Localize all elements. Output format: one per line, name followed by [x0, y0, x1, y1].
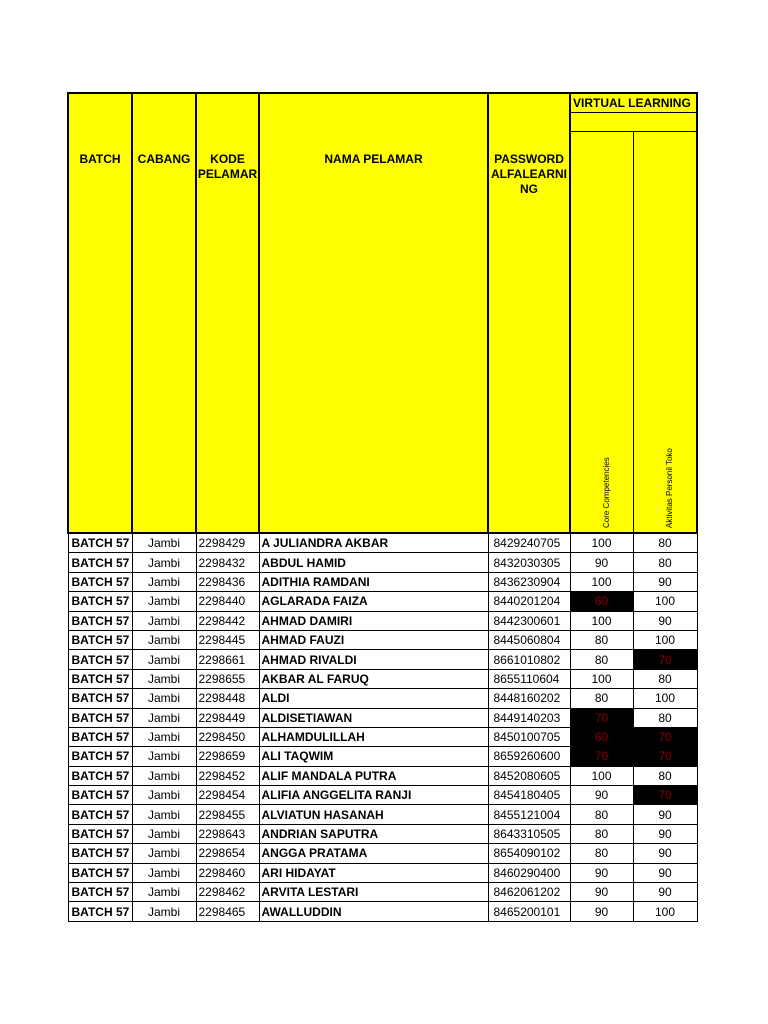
nama-pelamar-cell[interactable]: ANGGA PRATAMA [259, 844, 488, 863]
batch-cell[interactable]: BATCH 57 [68, 883, 132, 902]
header-batch-label: BATCH [79, 152, 121, 166]
aktivitas-cell[interactable]: 80 [633, 553, 697, 572]
password-cell[interactable]: 8440201204 [488, 592, 570, 611]
core-competencies-cell[interactable]: 80 [570, 650, 633, 669]
cabang-cell[interactable]: Jambi [132, 786, 196, 805]
kode-pelamar-cell[interactable]: 2298454 [196, 786, 259, 805]
table-row [68, 766, 697, 785]
cabang-cell[interactable]: Jambi [132, 902, 196, 921]
header-virtual-learning-spacer[interactable] [570, 113, 697, 132]
password-cell[interactable]: 8432030305 [488, 553, 570, 572]
cabang-cell[interactable]: Jambi [132, 592, 196, 611]
core-competencies-cell[interactable]: 100 [570, 669, 633, 688]
core-competencies-cell[interactable]: 90 [570, 883, 633, 902]
cabang-cell[interactable]: Jambi [132, 553, 196, 572]
core-competencies-cell[interactable]: 80 [570, 805, 633, 824]
kode-pelamar-cell[interactable]: 2298661 [196, 650, 259, 669]
kode-pelamar-cell[interactable]: 2298452 [196, 766, 259, 785]
password-cell[interactable]: 8436230904 [488, 572, 570, 591]
table-row [68, 592, 697, 611]
nama-pelamar-cell[interactable]: ALDISETIAWAN [259, 708, 488, 727]
batch-cell[interactable]: BATCH 57 [68, 630, 132, 649]
header-password-label: PASSWORD ALFALEARNI NG [491, 152, 567, 196]
password-cell[interactable]: 8429240705 [488, 533, 570, 553]
aktivitas-cell[interactable]: 90 [633, 863, 697, 882]
kode-pelamar-cell[interactable]: 2298655 [196, 669, 259, 688]
nama-pelamar-cell[interactable]: ARVITA LESTARI [259, 883, 488, 902]
aktivitas-cell[interactable]: 90 [633, 572, 697, 591]
nama-pelamar-cell[interactable]: AKBAR AL FARUQ [259, 669, 488, 688]
nama-pelamar-cell[interactable]: ALIF MANDALA PUTRA [259, 766, 488, 785]
kode-pelamar-cell[interactable]: 2298455 [196, 805, 259, 824]
password-cell[interactable]: 8454180405 [488, 786, 570, 805]
core-competencies-cell[interactable]: 100 [570, 766, 633, 785]
password-cell[interactable]: 8465200101 [488, 902, 570, 921]
password-cell[interactable]: 8450100705 [488, 727, 570, 746]
core-competencies-cell[interactable]: 80 [570, 844, 633, 863]
aktivitas-cell[interactable]: 70 [633, 727, 697, 746]
password-cell[interactable]: 8449140203 [488, 708, 570, 727]
kode-pelamar-cell[interactable]: 2298462 [196, 883, 259, 902]
table-row [68, 747, 697, 766]
cabang-cell[interactable]: Jambi [132, 650, 196, 669]
password-cell[interactable]: 8654090102 [488, 844, 570, 863]
batch-cell[interactable]: BATCH 57 [68, 786, 132, 805]
cabang-cell[interactable]: Jambi [132, 883, 196, 902]
header-aktivitas-personil-toko[interactable] [633, 132, 697, 534]
kode-pelamar-cell[interactable]: 2298429 [196, 533, 259, 553]
nama-pelamar-cell[interactable]: AWALLUDDIN [259, 902, 488, 921]
aktivitas-cell[interactable]: 100 [633, 689, 697, 708]
header-virtual-learning-label: VIRTUAL LEARNING [573, 96, 691, 110]
password-cell[interactable]: 8460290400 [488, 863, 570, 882]
aktivitas-cell[interactable]: 90 [633, 883, 697, 902]
aktivitas-cell[interactable]: 90 [633, 844, 697, 863]
cabang-cell[interactable]: Jambi [132, 727, 196, 746]
header-kode-pelamar[interactable] [196, 93, 259, 533]
header-virtual-learning[interactable] [570, 93, 697, 113]
batch-cell[interactable]: BATCH 57 [68, 572, 132, 591]
cabang-cell[interactable]: Jambi [132, 824, 196, 843]
password-cell[interactable]: 8445060804 [488, 630, 570, 649]
nama-pelamar-cell[interactable]: ARI HIDAYAT [259, 863, 488, 882]
kode-pelamar-cell[interactable]: 2298432 [196, 553, 259, 572]
kode-pelamar-cell[interactable]: 2298448 [196, 689, 259, 708]
password-cell[interactable]: 8655110604 [488, 669, 570, 688]
nama-pelamar-cell[interactable]: AHMAD DAMIRI [259, 611, 488, 630]
batch-cell[interactable]: BATCH 57 [68, 592, 132, 611]
batch-cell[interactable]: BATCH 57 [68, 766, 132, 785]
table-row [68, 669, 697, 688]
cabang-cell[interactable]: Jambi [132, 863, 196, 882]
core-competencies-cell[interactable]: 100 [570, 611, 633, 630]
batch-cell[interactable]: BATCH 57 [68, 689, 132, 708]
nama-pelamar-cell[interactable]: ALVIATUN HASANAH [259, 805, 488, 824]
batch-cell[interactable]: BATCH 57 [68, 553, 132, 572]
table-row [68, 708, 697, 727]
cabang-cell[interactable]: Jambi [132, 572, 196, 591]
header-batch[interactable] [68, 93, 132, 533]
header-cabang[interactable] [132, 93, 196, 533]
table-row [68, 553, 697, 572]
header-password[interactable] [488, 93, 570, 533]
table-row [68, 863, 697, 882]
cabang-cell[interactable]: Jambi [132, 805, 196, 824]
nama-pelamar-cell[interactable]: ALDI [259, 689, 488, 708]
table-row [68, 572, 697, 591]
data-rows [68, 533, 697, 921]
core-competencies-cell[interactable]: 60 [570, 727, 633, 746]
password-cell[interactable]: 8462061202 [488, 883, 570, 902]
aktivitas-cell[interactable]: 80 [633, 533, 697, 553]
table-row [68, 805, 697, 824]
kode-pelamar-cell[interactable]: 2298445 [196, 630, 259, 649]
cabang-cell[interactable]: Jambi [132, 669, 196, 688]
table-row [68, 611, 697, 630]
table-row [68, 824, 697, 843]
kode-pelamar-cell[interactable]: 2298460 [196, 863, 259, 882]
header-nama-pelamar[interactable] [259, 93, 488, 533]
table-row [68, 786, 697, 805]
nama-pelamar-cell[interactable]: ALI TAQWIM [259, 747, 488, 766]
nama-pelamar-cell[interactable]: ALIFIA ANGGELITA RANJI [259, 786, 488, 805]
batch-cell[interactable]: BATCH 57 [68, 902, 132, 921]
table-row [68, 533, 697, 553]
core-competencies-cell[interactable]: 90 [570, 786, 633, 805]
aktivitas-cell[interactable]: 80 [633, 766, 697, 785]
cabang-cell[interactable]: Jambi [132, 747, 196, 766]
password-cell[interactable]: 8442300601 [488, 611, 570, 630]
batch-cell[interactable]: BATCH 57 [68, 669, 132, 688]
cabang-cell[interactable]: Jambi [132, 766, 196, 785]
aktivitas-cell[interactable]: 70 [633, 747, 697, 766]
core-competencies-cell[interactable]: 60 [570, 592, 633, 611]
nama-pelamar-cell[interactable]: ABDUL HAMID [259, 553, 488, 572]
kode-pelamar-cell[interactable]: 2298436 [196, 572, 259, 591]
kode-pelamar-cell[interactable]: 2298442 [196, 611, 259, 630]
cabang-cell[interactable]: Jambi [132, 844, 196, 863]
aktivitas-cell[interactable]: 100 [633, 630, 697, 649]
batch-cell[interactable]: BATCH 57 [68, 533, 132, 553]
core-competencies-cell[interactable]: 80 [570, 630, 633, 649]
batch-cell[interactable]: BATCH 57 [68, 727, 132, 746]
password-cell[interactable]: 8659260600 [488, 747, 570, 766]
aktivitas-cell[interactable]: 80 [633, 708, 697, 727]
table-row [68, 883, 697, 902]
header-nama-label: NAMA PELAMAR [324, 152, 423, 166]
password-cell[interactable]: 8661010802 [488, 650, 570, 669]
nama-pelamar-cell[interactable]: ANDRIAN SAPUTRA [259, 824, 488, 843]
nama-pelamar-cell[interactable]: A JULIANDRA AKBAR [259, 533, 488, 553]
table-row [68, 630, 697, 649]
aktivitas-cell[interactable]: 80 [633, 669, 697, 688]
core-competencies-cell[interactable]: 70 [570, 708, 633, 727]
header-core-competencies-label: Core Competencies [601, 457, 611, 528]
header-core-competencies[interactable] [570, 132, 633, 534]
core-competencies-cell[interactable]: 80 [570, 689, 633, 708]
kode-pelamar-cell[interactable]: 2298440 [196, 592, 259, 611]
aktivitas-cell[interactable]: 90 [633, 824, 697, 843]
core-competencies-cell[interactable]: 80 [570, 824, 633, 843]
kode-pelamar-cell[interactable]: 2298654 [196, 844, 259, 863]
cabang-cell[interactable]: Jambi [132, 708, 196, 727]
kode-pelamar-cell[interactable]: 2298465 [196, 902, 259, 921]
header-kode-label: KODE PELAMAR [197, 152, 258, 181]
batch-cell[interactable]: BATCH 57 [68, 747, 132, 766]
password-cell[interactable]: 8448160202 [488, 689, 570, 708]
batch-cell[interactable]: BATCH 57 [68, 824, 132, 843]
batch-cell[interactable]: BATCH 57 [68, 863, 132, 882]
applicant-table [67, 92, 698, 922]
nama-pelamar-cell[interactable]: AGLARADA FAIZA [259, 592, 488, 611]
core-competencies-cell[interactable]: 100 [570, 572, 633, 591]
kode-pelamar-cell[interactable]: 2298659 [196, 747, 259, 766]
cabang-cell[interactable]: Jambi [132, 630, 196, 649]
aktivitas-cell[interactable]: 100 [633, 902, 697, 921]
aktivitas-cell[interactable]: 90 [633, 805, 697, 824]
aktivitas-cell[interactable]: 100 [633, 592, 697, 611]
cabang-cell[interactable]: Jambi [132, 689, 196, 708]
aktivitas-cell[interactable]: 70 [633, 786, 697, 805]
cabang-cell[interactable]: Jambi [132, 533, 196, 553]
batch-cell[interactable]: BATCH 57 [68, 805, 132, 824]
batch-cell[interactable]: BATCH 57 [68, 650, 132, 669]
table-row [68, 844, 697, 863]
table-row [68, 650, 697, 669]
password-cell[interactable]: 8452080605 [488, 766, 570, 785]
header-aktivitas-label: Aktivitas Personil Toko [664, 448, 674, 528]
table-row [68, 727, 697, 746]
kode-pelamar-cell[interactable]: 2298449 [196, 708, 259, 727]
batch-cell[interactable]: BATCH 57 [68, 844, 132, 863]
nama-pelamar-cell[interactable]: ADITHIA RAMDANI [259, 572, 488, 591]
aktivitas-cell[interactable]: 90 [633, 611, 697, 630]
password-cell[interactable]: 8455121004 [488, 805, 570, 824]
batch-cell[interactable]: BATCH 57 [68, 708, 132, 727]
kode-pelamar-cell[interactable]: 2298643 [196, 824, 259, 843]
table-row [68, 902, 697, 921]
spreadsheet [67, 92, 698, 922]
core-competencies-cell[interactable]: 90 [570, 863, 633, 882]
cabang-cell[interactable]: Jambi [132, 611, 196, 630]
header-cabang-label: CABANG [137, 152, 191, 166]
table-row [68, 689, 697, 708]
core-competencies-cell[interactable]: 100 [570, 533, 633, 553]
core-competencies-cell[interactable]: 70 [570, 747, 633, 766]
nama-pelamar-cell[interactable]: ALHAMDULILLAH [259, 727, 488, 746]
nama-pelamar-cell[interactable]: AHMAD FAUZI [259, 630, 488, 649]
nama-pelamar-cell[interactable]: AHMAD RIVALDI [259, 650, 488, 669]
batch-cell[interactable]: BATCH 57 [68, 611, 132, 630]
aktivitas-cell[interactable]: 70 [633, 650, 697, 669]
core-competencies-cell[interactable]: 90 [570, 902, 633, 921]
password-cell[interactable]: 8643310505 [488, 824, 570, 843]
core-competencies-cell[interactable]: 90 [570, 553, 633, 572]
kode-pelamar-cell[interactable]: 2298450 [196, 727, 259, 746]
